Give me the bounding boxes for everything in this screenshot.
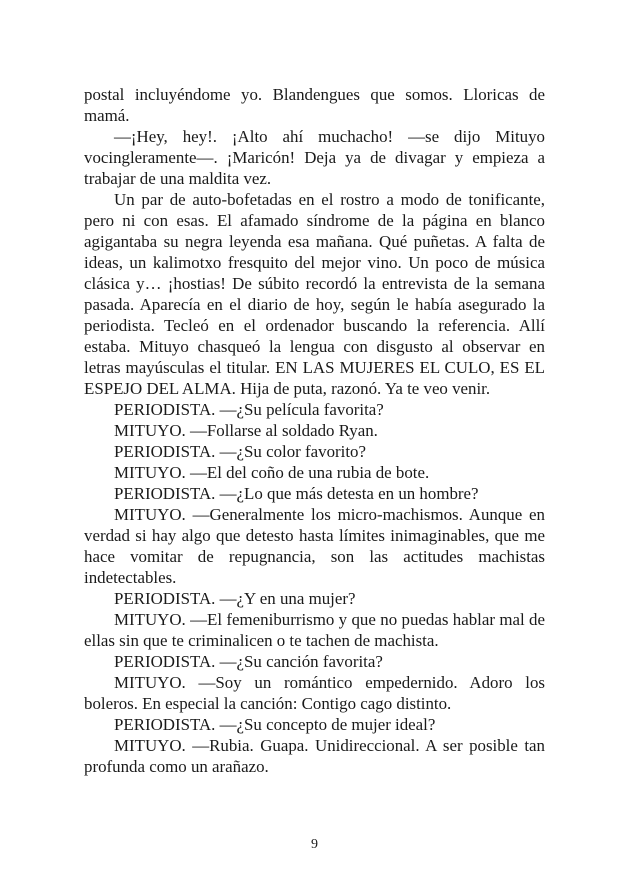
dialogue-line: PERIODISTA. —¿Su canción favorita? xyxy=(114,652,383,671)
dialogue-line: MITUYO. —El del coño de una rubia de bote. xyxy=(114,463,430,482)
dialogue-line: MITUYO. —Generalmente los micro-machismos. Aunque en verdad si hay algo que detesto hasta límites inimaginables, que me hace vomitar de repugnancia, son las actitudes machistas indetectables. xyxy=(84,505,545,587)
dialogue-line: MITUYO. —Soy un romántico empedernido. Adoro los boleros. En especial la canción: Contigo cago distinto. xyxy=(84,673,545,713)
dialogue-line: PERIODISTA. —¿Su concepto de mujer ideal? xyxy=(114,715,436,734)
page-text xyxy=(84,84,545,777)
dialogue-line: PERIODISTA. —¿Lo que más detesta en un hombre? xyxy=(114,484,479,503)
dialogue-line: MITUYO. —El femeniburrismo y que no puedas hablar mal de ellas sin que te criminalicen o te tachen de machista. xyxy=(84,610,545,650)
paragraph-narrative: postal incluyéndome yo. Blandengues que somos. Lloricas de mamá. xyxy=(84,85,545,125)
dialogue-line: MITUYO. —Rubia. Guapa. Unidireccional. A ser posible tan profunda como un arañazo. xyxy=(84,736,545,776)
paragraph-narrative: Un par de auto-bofetadas en el rostro a modo de tonificante, pero ni con esas. El afamado síndrome de la página en blanco agigantaba su negra leyenda esa mañana. Qué puñetas. A falta de ideas, un kalimotxo fresquito del mejor vino. Un poco de música clásica y… ¡hostias! De súbito recordó la entrevista de la semana pasada. Aparecía en el diario de hoy, según le había asegurado la periodista. Tecleó en el ordenador buscando la referencia. Allí estaba. Mituyo chasqueó la lengua con disgusto al observar en letras mayúsculas el titular. EN LAS MUJERES EL CULO, ES EL ESPEJO DEL ALMA. Hija de puta, razonó. Ya te veo venir. xyxy=(84,190,545,398)
dialogue-line: MITUYO. —Follarse al soldado Ryan. xyxy=(114,421,378,440)
page-number: 9 xyxy=(311,837,318,852)
paragraph-narrative: —¡Hey, hey!. ¡Alto ahí muchacho! —se dijo Mituyo vocingleramente—. ¡Maricón! Deja ya de divagar y empieza a trabajar de una maldita vez. xyxy=(84,127,545,188)
dialogue-line: PERIODISTA. —¿Su color favorito? xyxy=(114,442,366,461)
dialogue-line: PERIODISTA. —¿Y en una mujer? xyxy=(114,589,356,608)
dialogue-line: PERIODISTA. —¿Su película favorita? xyxy=(114,400,384,419)
